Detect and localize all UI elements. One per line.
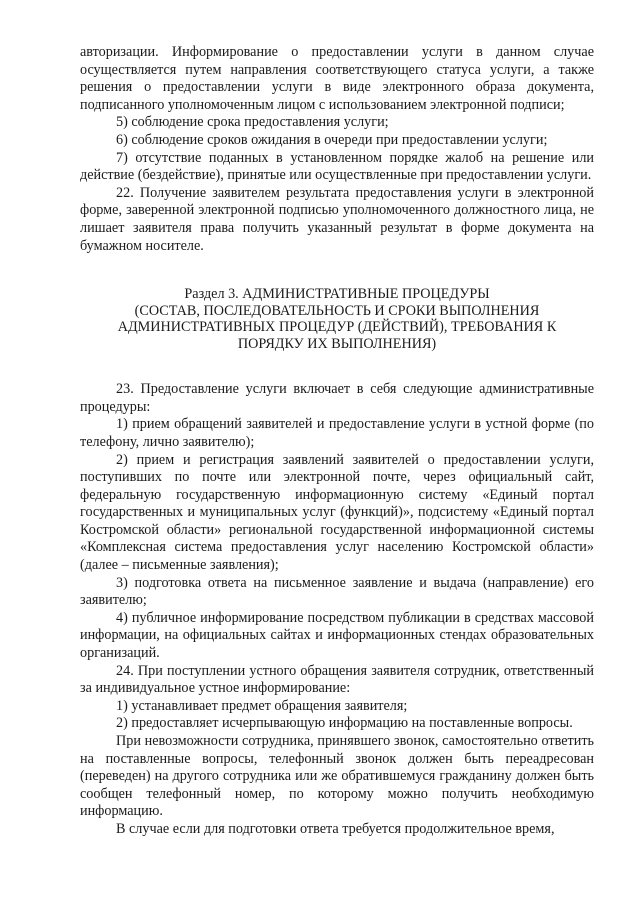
section-heading-line-2: (СОСТАВ, ПОСЛЕДОВАТЕЛЬНОСТЬ И СРОКИ ВЫПОЛНЕНИЯ [134, 302, 540, 319]
procedure-item-3: 3) подготовка ответа на письменное заявление и выдача (направление) его заявителю; [80, 574, 594, 609]
paragraph-24: 24. При поступлении устного обращения заявителя сотрудник, ответственный за индивидуальное устное информирование: [80, 662, 594, 697]
paragraph-continuation: авторизации. Информирование о предоставлении услуги в данном случае осуществляется путем направления соответствующего статуса услуги, а также решения о предоставлении услуги в виде электронного образа документа, подписанного уполномоченным лицом с использованием электронной подписи; [80, 44, 594, 113]
paragraph-23: 23. Предоставление услуги включает в себя следующие административные процедуры: [80, 381, 594, 415]
paragraph-long-response: В случае если для подготовки ответа требуется продолжительное время, [116, 820, 555, 837]
procedure-item-1: 1) прием обращений заявителей и предоставление услуги в устной форме (по телефону, лично заявителю); [80, 416, 594, 450]
section-heading-line-4: ПОРЯДКУ ИХ ВЫПОЛНЕНИЯ) [237, 335, 437, 352]
step-item-2: 2) предоставляет исчерпывающую информацию на поставленные вопросы. [116, 715, 573, 732]
list-item-7: 7) отсутствие поданных в установленном порядке жалоб на решение или действие (бездействие), принятые или осуществленные при предоставлении услуги. [80, 149, 594, 184]
section-heading [80, 286, 594, 352]
section-heading-line-1: Раздел 3. АДМИНИСТРАТИВНЫЕ ПРОЦЕДУРЫ [184, 286, 490, 303]
step-item-1: 1) устанавливает предмет обращения заявителя; [116, 697, 408, 714]
list-item-6: 6) соблюдение сроков ожидания в очереди при предоставлении услуги; [116, 131, 548, 148]
paragraph-call-redirect: При невозможности сотрудника, принявшего звонок, самостоятельно ответить на поставленные вопросы, телефонный звонок должен быть переадресован (переведен) на другого сотрудника или же обратившемуся гражданину должен быть сообщен телефонный номер, по которому можно получить необходимую информацию. [80, 733, 594, 820]
procedure-item-2: 2) прием и регистрация заявлений заявителей о предоставлении услуги, поступивших по почте или электронной почте, через официальный сайт, федеральную государственную информационную систему «Единый портал государственных и муниципальных услуг (функций)», подсистему «Единый портал Костромской области» региональной государственной информационной системы «Комплексная система предоставления услуг населению Костромской области» (далее – письменные заявления); [80, 451, 594, 574]
document-page [80, 44, 594, 839]
list-item-5: 5) соблюдение срока предоставления услуги; [116, 114, 389, 131]
section-heading-line-3: АДМИНИСТРАТИВНЫХ ПРОЦЕДУР (ДЕЙСТВИЙ), ТРЕБОВАНИЯ К [117, 319, 557, 336]
procedure-item-4: 4) публичное информирование посредством публикации в средствах массовой информации, на официальных сайтах и информационных стендах образовательных организаций. [80, 609, 594, 662]
paragraph-22: 22. Получение заявителем результата предоставления услуги в электронной форме, заверенной электронной подписью уполномоченного должностного лица, не лишает заявителя права получить указанный результат в форме документа на бумажном носителе. [80, 184, 594, 254]
